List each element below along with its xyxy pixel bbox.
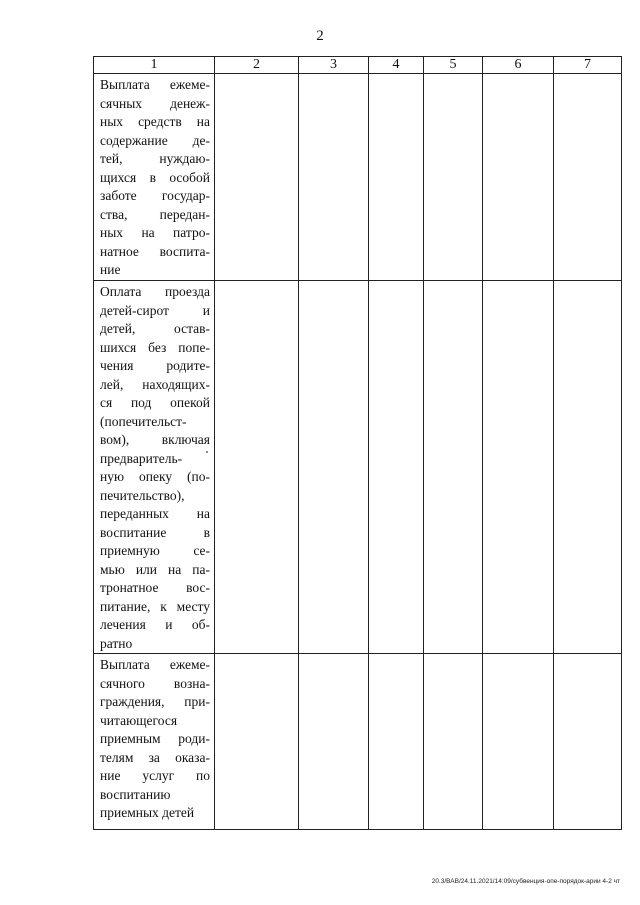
description-line: (попечительст- — [100, 413, 187, 429]
footer-stamp: 20.3/ВАВ/24.11.2021/14:09/субвенция-опе-порядок-арии 4-2 чт — [431, 878, 620, 885]
empty-cell-col-3 — [299, 654, 369, 830]
table-row — [94, 74, 622, 281]
description-line: предваритель- — [100, 450, 183, 466]
description-line: вом), включая — [100, 432, 210, 447]
empty-cell-col-2 — [215, 74, 299, 281]
data-table — [93, 56, 622, 830]
description-line: воспитанию — [100, 786, 171, 802]
empty-cell-col-4 — [369, 74, 424, 281]
description-line: щихся в особой — [100, 169, 210, 185]
description-line: Оплата проезда — [100, 284, 210, 299]
empty-cell-col-3 — [299, 74, 369, 281]
description-line: шихся без попе- — [100, 339, 210, 355]
description-line: ратно — [100, 635, 133, 651]
description-line: мью или на па- — [100, 561, 210, 577]
description-line: приемным роди- — [100, 731, 210, 746]
description-line: Выплата ежеме- — [100, 657, 210, 672]
header-cell-1: 1 — [94, 57, 215, 74]
description-line: содержание де- — [100, 132, 210, 148]
empty-cell-col-7 — [554, 654, 622, 830]
description-line: ся под опекой — [100, 395, 210, 410]
empty-cell-col-7 — [554, 281, 622, 654]
description-line: заботе государ- — [100, 188, 210, 203]
empty-cell-col-3 — [299, 281, 369, 654]
header-cell-2: 2 — [215, 57, 299, 74]
description-line: ние услуг по — [100, 768, 210, 783]
empty-cell-col-5 — [424, 281, 483, 654]
description-line: переданных на — [100, 506, 210, 521]
empty-cell-col-2 — [215, 654, 299, 830]
header-cell-5: 5 — [424, 57, 483, 74]
description-line: сячных денеж- — [100, 95, 210, 111]
empty-cell-col-6 — [483, 654, 554, 830]
header-cell-6: 6 — [483, 57, 554, 74]
description-line: Выплата ежеме- — [100, 77, 210, 92]
description-line: тей, нуждаю- — [100, 151, 210, 166]
description-line: приемную се- — [100, 543, 210, 558]
empty-cell-col-6 — [483, 281, 554, 654]
empty-cell-col-4 — [369, 281, 424, 654]
side-margin-mark — [632, 60, 638, 150]
scan-speck — [206, 451, 208, 453]
row-description-cell — [94, 281, 215, 654]
description-line: детей-сирот и — [100, 302, 210, 318]
description-line: ных средств на — [100, 114, 210, 129]
description-line: телям за оказа- — [100, 749, 210, 765]
description-line: ную опеку (по- — [100, 469, 210, 484]
row-description-cell — [94, 654, 215, 830]
empty-cell-col-4 — [369, 654, 424, 830]
page-number: 2 — [316, 28, 324, 44]
empty-cell-col-5 — [424, 74, 483, 281]
description-line: ние — [100, 262, 121, 277]
empty-cell-col-2 — [215, 281, 299, 654]
description-line: читающегося — [100, 712, 178, 728]
description-line: воспитание в — [100, 524, 210, 540]
description-line: детей, остав- — [100, 321, 210, 336]
row-description-cell — [94, 74, 215, 281]
description-line: печительство), — [100, 487, 185, 503]
description-line: ных на патро- — [100, 225, 210, 240]
description-line: чения родите- — [100, 358, 210, 373]
description-line: лей, находящих- — [100, 376, 210, 392]
empty-cell-col-5 — [424, 654, 483, 830]
table-row — [94, 654, 622, 830]
description-line: тронатное вос- — [100, 580, 210, 595]
description-line: сячного возна- — [100, 675, 210, 691]
header-cell-3: 3 — [299, 57, 369, 74]
header-cell-4: 4 — [369, 57, 424, 74]
empty-cell-col-6 — [483, 74, 554, 281]
description-line: приемных детей — [100, 805, 195, 820]
description-line: ства, передан- — [100, 206, 210, 222]
empty-cell-col-7 — [554, 74, 622, 281]
table-row — [94, 281, 622, 654]
description-line: лечения и об- — [100, 617, 210, 632]
description-line: питание, к месту — [100, 598, 210, 614]
header-cell-7: 7 — [554, 57, 622, 74]
description-line: натное воспита- — [100, 243, 210, 259]
header-row — [94, 57, 622, 74]
description-line: граждения, при- — [100, 694, 210, 709]
